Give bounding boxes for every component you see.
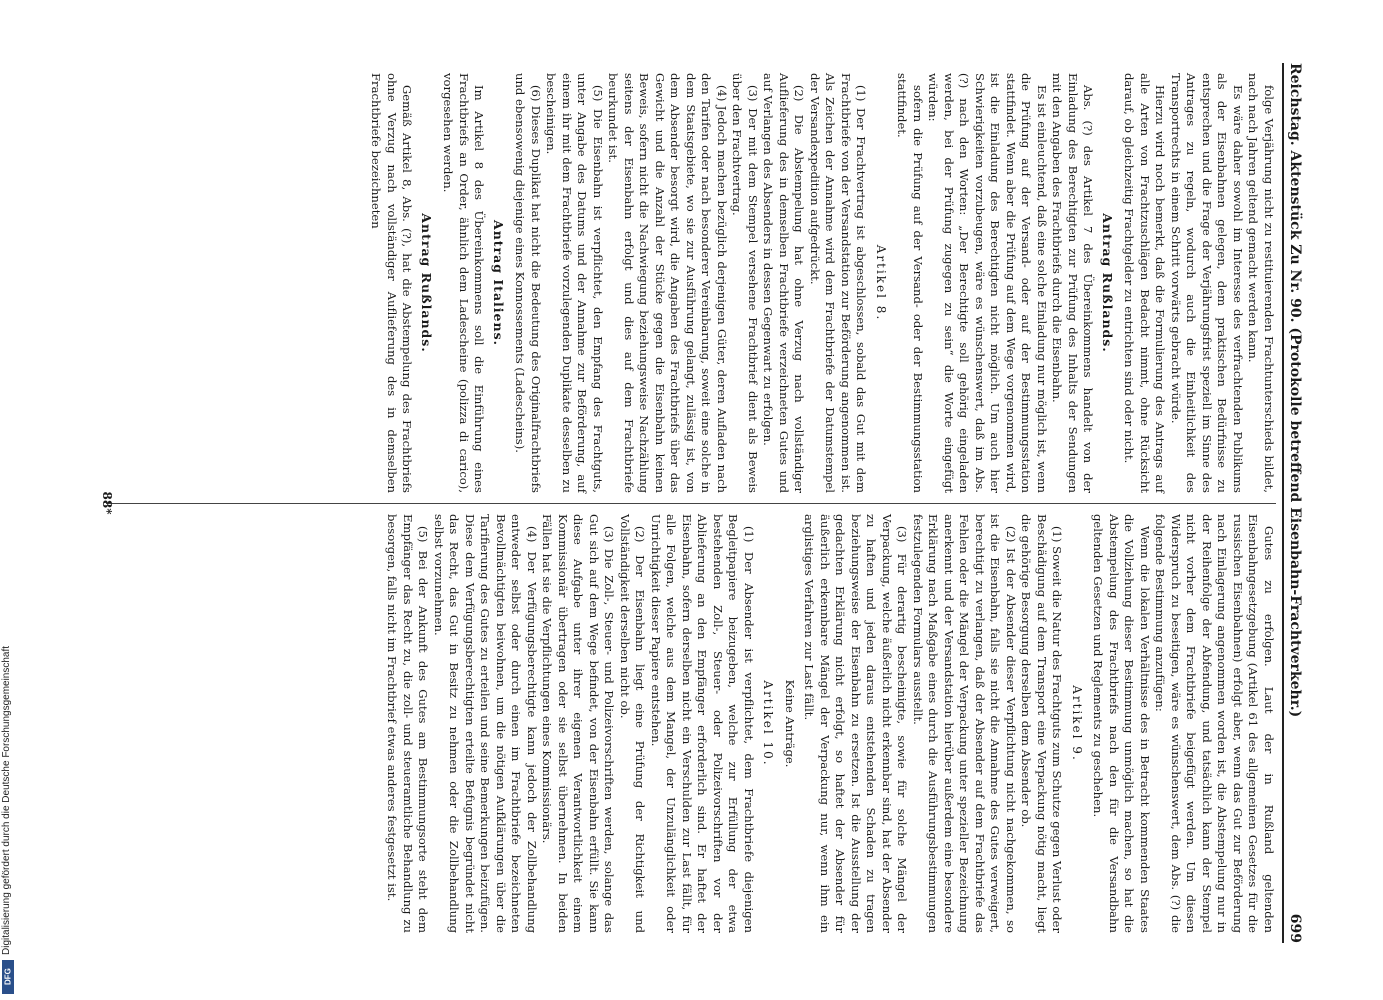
- paragraph: (3) Die Zoll-, Steuer- und Polizeivorschriften werden, solange das Gut sich auf dem Wege befindet, von der Eisenbahn erfüllt. Sie kann diese Aufgabe unter ihrer eigenen Verantwortlichkeit einem Kommissionär übertragen oder sie selbst übernehmen. In beiden Fällen hat sie die Verpflichtungen eines Kommissionärs.: [540, 514, 617, 933]
- page-number: 699: [1287, 913, 1303, 943]
- paragraph: (6) Dieses Duplikat hat nicht die Bedeutung des Originalfrachtbriefs und ebensowenig diejenige eines Konnossements (Ladescheins).: [513, 73, 543, 493]
- paragraph: (3) Der mit dem Stempel versehene Frachtbrief dient als Beweis über den Frachtvertrag.: [730, 73, 760, 493]
- paragraph: (1) Der Frachtvertrag ist abgeschlossen, sobald das Gut mit dem Frachtbriefe von der Versandstation zur Beförderung angenommen ist. Als Zeichen der Annahme wird dem Frachtbriefe der Datumstempel der Versandexpedition aufgedrückt.: [808, 73, 869, 493]
- paragraph: (2) Ist der Absender dieser Verpflichtung nicht nachgekommen, so ist die Eisenbahn, falls sie nicht die Annahme des Gutes verweigert, berechtigt zu verlangen, daß der Absender auf dem Frachtbriefe das Fehlen oder die Mängel der Verpackung unter spezieller Bezeichnung anerkennt und der Versandstation hierüber außerdem eine besondere Erklärung nach Maßgabe eines durch die Ausführungsbestimmungen festzulegenden Formulars ausstellt.: [911, 514, 1018, 933]
- paragraph: (2) Der Eisenbahn liegt eine Prüfung der Richtigkeit und Vollständigkeit derselben nicht ob.: [618, 514, 648, 933]
- text-columns: [106, 63, 1276, 943]
- paragraph: (3) Für derartig bescheinigte, sowie für solche Mängel der Verpackung, welche äußerlich nicht erkennbar sind, hat der Absender zu haften und jeden daraus entstehenden Schaden zu tragen beziehungsweise der Eisenbahn zu ersetzen. Ist die Ausstellung der gedachten Erklärung nicht erfolgt, so haftet der Absender für äußerlich erkennbare Mängel der Verpackung nur, wenn ihm ein arglistiges Verfahren zur Last fällt.: [802, 514, 910, 933]
- running-header: [1282, 63, 1310, 943]
- article-heading: Artikel 10.: [761, 680, 776, 767]
- left-column: [106, 63, 1276, 503]
- rotated-page-content: [100, 63, 1310, 943]
- article-heading: Artikel 8.: [874, 244, 888, 322]
- paragraph: folge Verjährung nicht zu restituierenden Frachtunterschieds bildet, nach nach Jahren geltend gemacht werden kann.: [1246, 73, 1276, 493]
- header-title: Reichstag. Aktenstück Zu Nr. 90. (Protokolle betreffend Eisenbahn-Frachtverkehr.): [1287, 63, 1303, 718]
- paragraph: (1) Soweit die Natur des Frachtguts zum Schutze gegen Verlust oder Beschädigung auf dem Transport eine Verpackung nötig macht, liegt die gehörige Besorgung derselben dem Absender ob.: [1019, 514, 1065, 933]
- article-heading: Artikel 9.: [1070, 685, 1084, 762]
- credit-text: Digitalisierung gefördert durch die Deutsche Forschungsgemeinschaft: [1, 645, 12, 955]
- section-heading: Antrag Rußlands.: [1100, 213, 1115, 353]
- paragraph: Im Artikel 8 des Übereinkommens soll die Einführung eines Frachtbriefs an Order, ähnlich dem Ladescheine (polizza di carico), vorgesehen werden.: [441, 73, 487, 493]
- paragraph: Gutes zu erfolgen. Laut der in Rußland geltenden Eisenbahngesetzgebung (Artikel 61 des allgemeinen Gesetzes für die russischen Eisenbahnen) erfolgt aber, wenn das Gut zur Beförderung nach Einlagerung angenommen worden ist, die Abstempelung nur in der Reihenfolge der Abfendung, und tatsächlich kann der Stempel nicht vorher dem Frachtbriefe beigefügt werden. Um diesen Widerspruch zu beseitigen, wäre es wünschenswert, dem Abs. (?) die folgende Bestimmung anzufügen:: [1153, 514, 1276, 933]
- paragraph: sofern die Prüfung auf der Versand- oder der Bestimmungsstation stattfindet.: [895, 73, 925, 493]
- paragraph: (1) Der Absender ist verpflichtet, dem Frachtbriefe diejenigen Begleitpapiere beizugeben, welche zur Erfüllung der etwa bestehenden Zoll-, Steuer- oder Polizeivorschriften vor der Ablieferung an den Empfänger erforderlich sind. Er haftet der Eisenbahn, sofern derselben nicht ein Verschulden zur Last fällt, für alle Folgen, welche aus dem Mangel, der Unzulänglichkeit oder Unrichtigkeit dieser Papiere entstehen.: [649, 514, 756, 933]
- digitization-credit: [0, 0, 16, 1000]
- right-column: [106, 503, 1276, 943]
- paragraph: (4) Der Verfügungsberechtigte kann jedoch der Zollbehandlung entweder selbst oder durch einen im Frachtbriefe bezeichneten Bevollmächtigten beiwohnen, um die nötigen Aufklärungen über die Tarifierung des Gutes zu erteilen und seine Bemerkungen beizufügen. Diese dem Verfügungsberechtigten erteilte Befugnis begründet nicht das Recht, das Gut in Besitz zu nehmen oder die Zollbehandlung selbst vorzunehmen.: [432, 514, 539, 933]
- dfg-logo: DFG: [2, 960, 14, 994]
- paragraph: (2) Die Abstempelung hat ohne Verzug nach vollständiger Auflieferung des in demselben Frachtbriefe verzeichneten Gutes und auf Verlangen des Absenders in dessen Gegenwart zu erfolgen.: [761, 73, 807, 493]
- paragraph: Wenn die lokalen Verhältnisse des in Betracht kommenden Staates die Vollziehung dieser Bestimmung unmöglich machen, so hat die Abstempelung des Frachtbriefs nach den für die Versandbahn geltenden Gesetzen und Reglements zu geschehen.: [1091, 514, 1152, 933]
- paragraph: (4) Jedoch machen bezüglich derjenigen Güter, deren Aufladen nach den Tarifen oder nach besonderer Vereinbarung, soweit eine solche in dem Staatsgebiete, wo sie zur Ausführung gelangt, zulässig ist, von dem Absender besorgt wird, die Angaben des Frachtbriefs über das Gewicht und die Anzahl der Stücke gegen die Eisenbahn keinen Beweis, sofern nicht die Nachwiegung beziehungsweise Nachzählung seitens der Eisenbahn erfolgt und dies auf dem Frachtbriefe beurkundet ist.: [606, 73, 729, 493]
- paragraph: Gemäß Artikel 8, Abs. (?), hat die Abstempelung des Frachtbriefs ohne Verzug nach vollständiger Auflieferung des in demselben Frachtbriefe bezeichneten: [369, 73, 415, 493]
- paragraph: Hierzu wird noch bemerkt, daß die Formulierung des Antrags auf alle Arten von Frachtzuschlägen Bedacht nimmt, ohne Rücksicht darauf, ob gleichzeitig Frachtgelder zu entrichten sind oder nicht.: [1122, 73, 1168, 493]
- document-page: [100, 63, 1310, 943]
- paragraph: Abs. (?) des Artikel 7 des Übereinkommens handelt von der Einladung des Berechtigten zur Prüfung des Inhalts der Sendungen mit den Angaben des Frachtbriefs durch die Eisenbahn.: [1050, 73, 1096, 493]
- paragraph: Es ist einleuchtend, daß eine solche Einladung nur möglich ist, wenn die Prüfung auf der Versand- oder auf der Bestimmungsstation stattfindet. Wenn aber die Prüfung auf dem Wege vorgenommen wird, ist die Einladung des Berechtigten nicht möglich. Um auch hier Schwierigkeiten vorzubeugen, wäre es wünschenswert, daß im Abs. (?) nach den Worten: „Der Berechtigte soll gehörig eingeladen werden, bei der Prüfung zugegen zu sein“ die Worte eingefügt würden:: [926, 73, 1049, 493]
- paragraph: (5) Die Eisenbahn ist verpflichtet, den Empfang des Frachtguts, unter Angabe des Datums und der Annahme zur Beförderung, auf einem ihr mit dem Frachtbriefe vorzulegenden Duplikate desselben zu bescheinigen.: [544, 73, 605, 493]
- no-motions-note: Keine Anträge.: [783, 679, 797, 768]
- section-heading: Antrag Italiens.: [491, 220, 506, 346]
- paragraph: Es wäre daher sowohl im Interesse des verfrachtenden Publikums als der Eisenbahnen gelegen, dem praktischen Bedürfnisse zu entsprechen und die Frage der Verjährungsfrist speziell im Sinne des Antrages zu regeln, wodurch auch die Einheitlichkeit des Transportrechts in einem Schritt vorwärts gebracht würde.: [1169, 73, 1245, 493]
- signature-mark: 88*: [100, 491, 114, 515]
- section-heading: Antrag Rußlands.: [419, 213, 434, 353]
- paragraph: (5) Bei der Ankunft des Gutes am Bestimmungsorte steht dem Empfänger das Recht zu, die zoll- und steueramtliche Behandlung zu besorgen, falls nicht im Frachtbrief etwas anderes festgesetzt ist.: [385, 514, 431, 933]
